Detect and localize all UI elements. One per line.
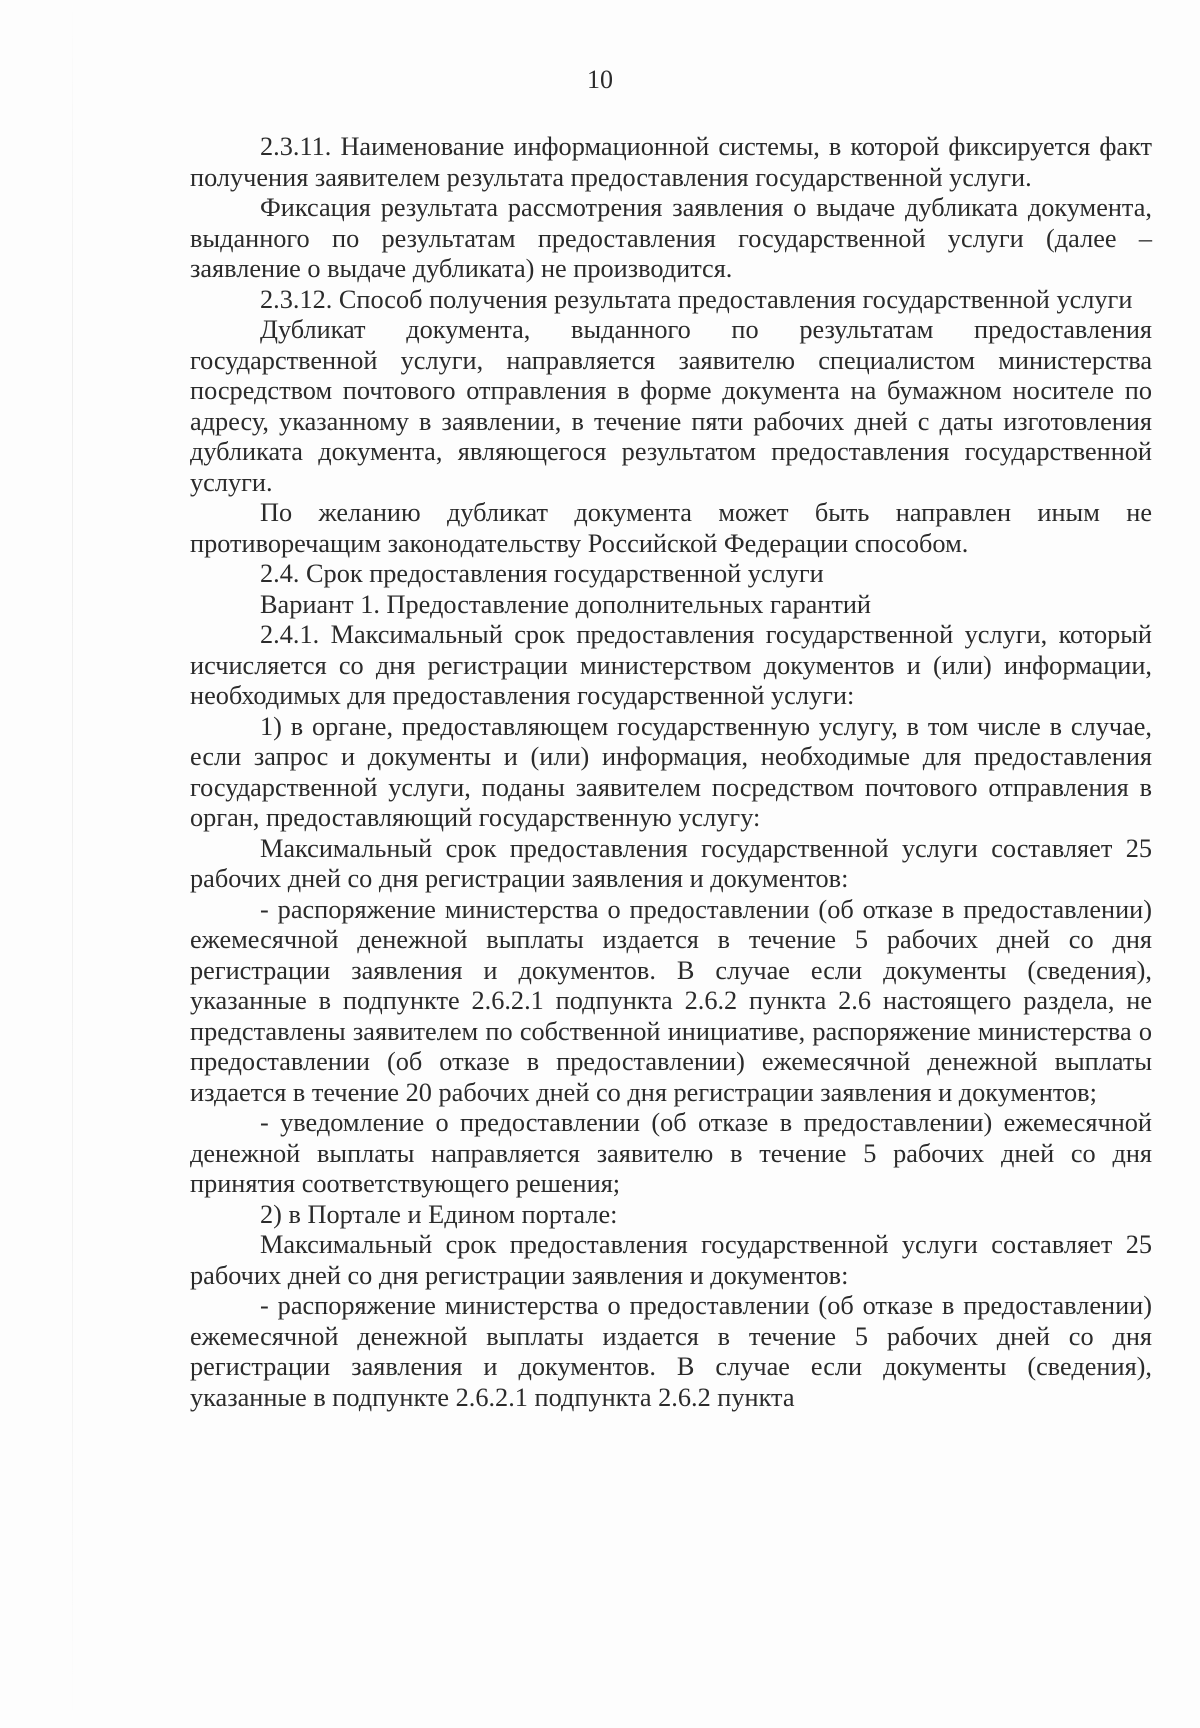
paragraph-max-term-1: Максимальный срок предоставления государственной услуги составляет 25 рабочих дней со дня регистрации заявления и документов: [190, 833, 1152, 893]
page-number: 10 [587, 65, 613, 94]
paragraph-max-term-2: Максимальный срок предоставления государственной услуги составляет 25 рабочих дней со дня регистрации заявления и документов: [190, 1230, 1152, 1290]
paragraph-item-2: 2) в Портале и Едином портале: [260, 1199, 618, 1229]
paragraph-2-4-1: 2.4.1. Максимальный срок предоставления государственной услуги, который исчисляется со дня регистрации министерством документов и (или) информации, необходимых для предоставления государственной услуги: [190, 620, 1152, 710]
paragraph-other-method: По желанию дубликат документа может быть направлен иным не противоречащим законодательству Российской Федерации способом. [190, 498, 1152, 558]
paragraph-duplicate-delivery: Дубликат документа, выданного по результатам предоставления государственной услуги, направляется заявителю специалистом министерства посредством почтового отправления в форме документа на бумажном носителе по адресу, указанному в заявлении, в течение пяти рабочих дней с даты изготовления дубликата документа, являющегося результатом предоставления государственной услуги. [190, 315, 1152, 497]
paragraph-item-1: 1) в органе, предоставляющем государственную услугу, в том числе в случае, если запрос и документы и (или) информация, необходимые для предоставления государственной услуги, поданы заявителем посредством почтового отправления в орган, предоставляющий государственную услугу: [190, 711, 1152, 832]
document-body [190, 132, 1152, 1413]
paragraph-order-term-1: - распоряжение министерства о предоставлении (об отказе в предоставлении) ежемесячной денежной выплаты издается в течение 5 рабочих дней со дня регистрации заявления и документов. В случае если документы (сведения), указанные в подпункте 2.6.2.1 подпункта 2.6.2 пункта 2.6 настоящего раздела, не представлены заявителем по собственной инициативе, распоряжение министерства о предоставлении (об отказе в предоставлении) ежемесячной денежной выплаты издается в течение 20 рабочих дней со дня регистрации заявления и документов; [190, 894, 1152, 1107]
paragraph-2-4-heading: 2.4. Срок предоставления государственной услуги [260, 559, 824, 588]
paragraph-duplicate-fixation: Фиксация результата рассмотрения заявления о выдаче дубликата документа, выданного по результатам предоставления государственной услуги (далее – заявление о выдаче дубликата) не производится. [190, 193, 1152, 283]
paragraph-order-term-2: - распоряжение министерства о предоставлении (об отказе в предоставлении) ежемесячной денежной выплаты издается в течение 5 рабочих дней со дня регистрации заявления и документов. В случае если документы (сведения), указанные в подпункте 2.6.2.1 подпункта 2.6.2 пункта [190, 1291, 1152, 1412]
paragraph-notification-term: - уведомление о предоставлении (об отказе в предоставлении) ежемесячной денежной выплаты направляется заявителю в течение 5 рабочих дней со дня принятия соответствующего решения; [190, 1108, 1152, 1198]
paragraph-2-3-12: 2.3.12. Способ получения результата предоставления государственной услуги [260, 284, 1133, 314]
scan-edge-shadow [72, 0, 73, 1728]
paragraph-variant-1: Вариант 1. Предоставление дополнительных гарантий [260, 589, 872, 619]
paragraph-2-3-11: 2.3.11. Наименование информационной системы, в которой фиксируется факт получения заявителем результата предоставления государственной услуги. [190, 132, 1152, 192]
